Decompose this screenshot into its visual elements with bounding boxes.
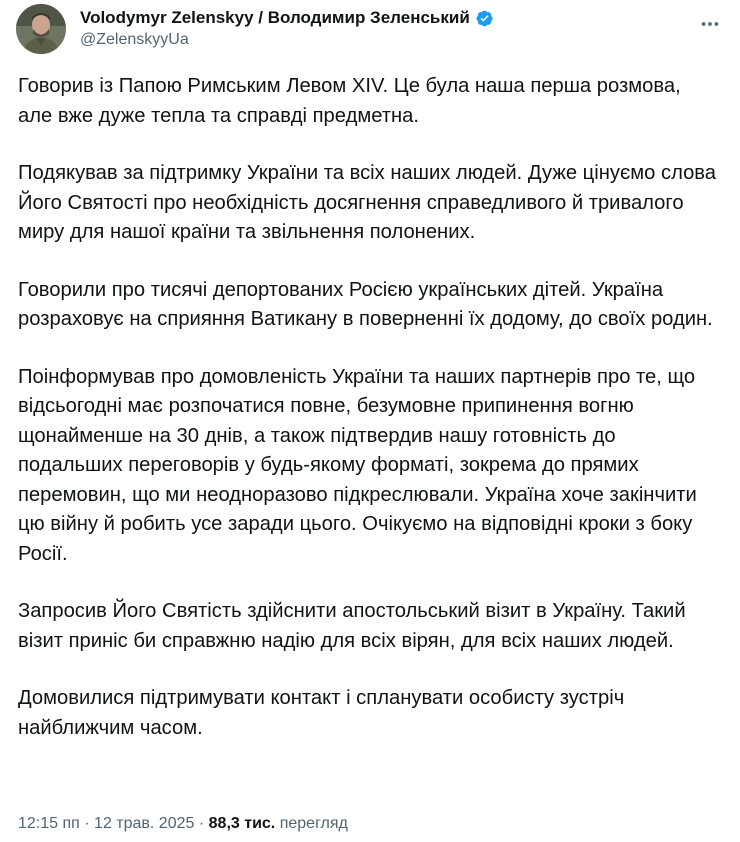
post-paragraph-6: Домовилися підтримувати контакт і спланувати особисту зустріч найближчим часом. [18, 687, 625, 739]
post-date[interactable]: 12 трав. 2025 [94, 815, 195, 832]
meta-separator: · [84, 815, 90, 832]
post-paragraph-4: Поінформував про домовленість України та наших партнерів про те, що відсьогодні має розпочатися повне, безумовне припинення вогню щонайменше на 30 днів, а також підтвердив нашу готовність до подальших переговорів у будь-якому форматі, зокрема до прямих перемовин, що ми неодноразово підкреслювали. Україна хоче закінчити цю війну й робить усе заради цього. Очікуємо на відповідні кроки з боку Росії. [18, 365, 697, 565]
author-display-name[interactable]: Volodymyr Zelenskyy / Володимир Зеленський [80, 8, 470, 27]
author-handle[interactable]: @ZelenskyyUa [80, 31, 189, 48]
more-options-button[interactable] [696, 10, 724, 38]
views-label: перегляд [279, 815, 348, 832]
post-paragraph-3: Говорили про тисячі депортованих Росією українських дітей. Україна розраховує на сприяння Ватикану в поверненні їх додому, до своїх родин. [18, 278, 713, 330]
post-meta [18, 813, 348, 835]
avatar-image [16, 4, 66, 54]
post-paragraph-2: Подякував за підтримку України та всіх наших людей. Дуже цінуємо слова Його Святості про необхідність досягнення справедливого й тривалого миру для нашої країни та звільнення полонених. [18, 162, 717, 243]
avatar[interactable] [16, 4, 66, 54]
post-time[interactable]: 12:15 пп [18, 815, 80, 832]
post-header [16, 2, 494, 56]
post-paragraph-5: Запросив Його Святість здійснити апостольський візит в Україну. Такий візит приніс би справжню надію для всіх вірян, для всіх наших людей. [18, 600, 686, 652]
author-block [80, 7, 494, 51]
views-count[interactable]: 88,3 тис. [208, 815, 276, 832]
post-text [18, 72, 718, 743]
more-options-icon [699, 13, 721, 35]
verified-badge-icon[interactable] [475, 9, 494, 28]
meta-separator: · [198, 815, 205, 832]
post-paragraph-1: Говорив із Папою Римським Левом XIV. Це була наша перша розмова, але вже дуже тепла та справді предметна. [18, 75, 681, 127]
author-name-row [80, 7, 494, 29]
